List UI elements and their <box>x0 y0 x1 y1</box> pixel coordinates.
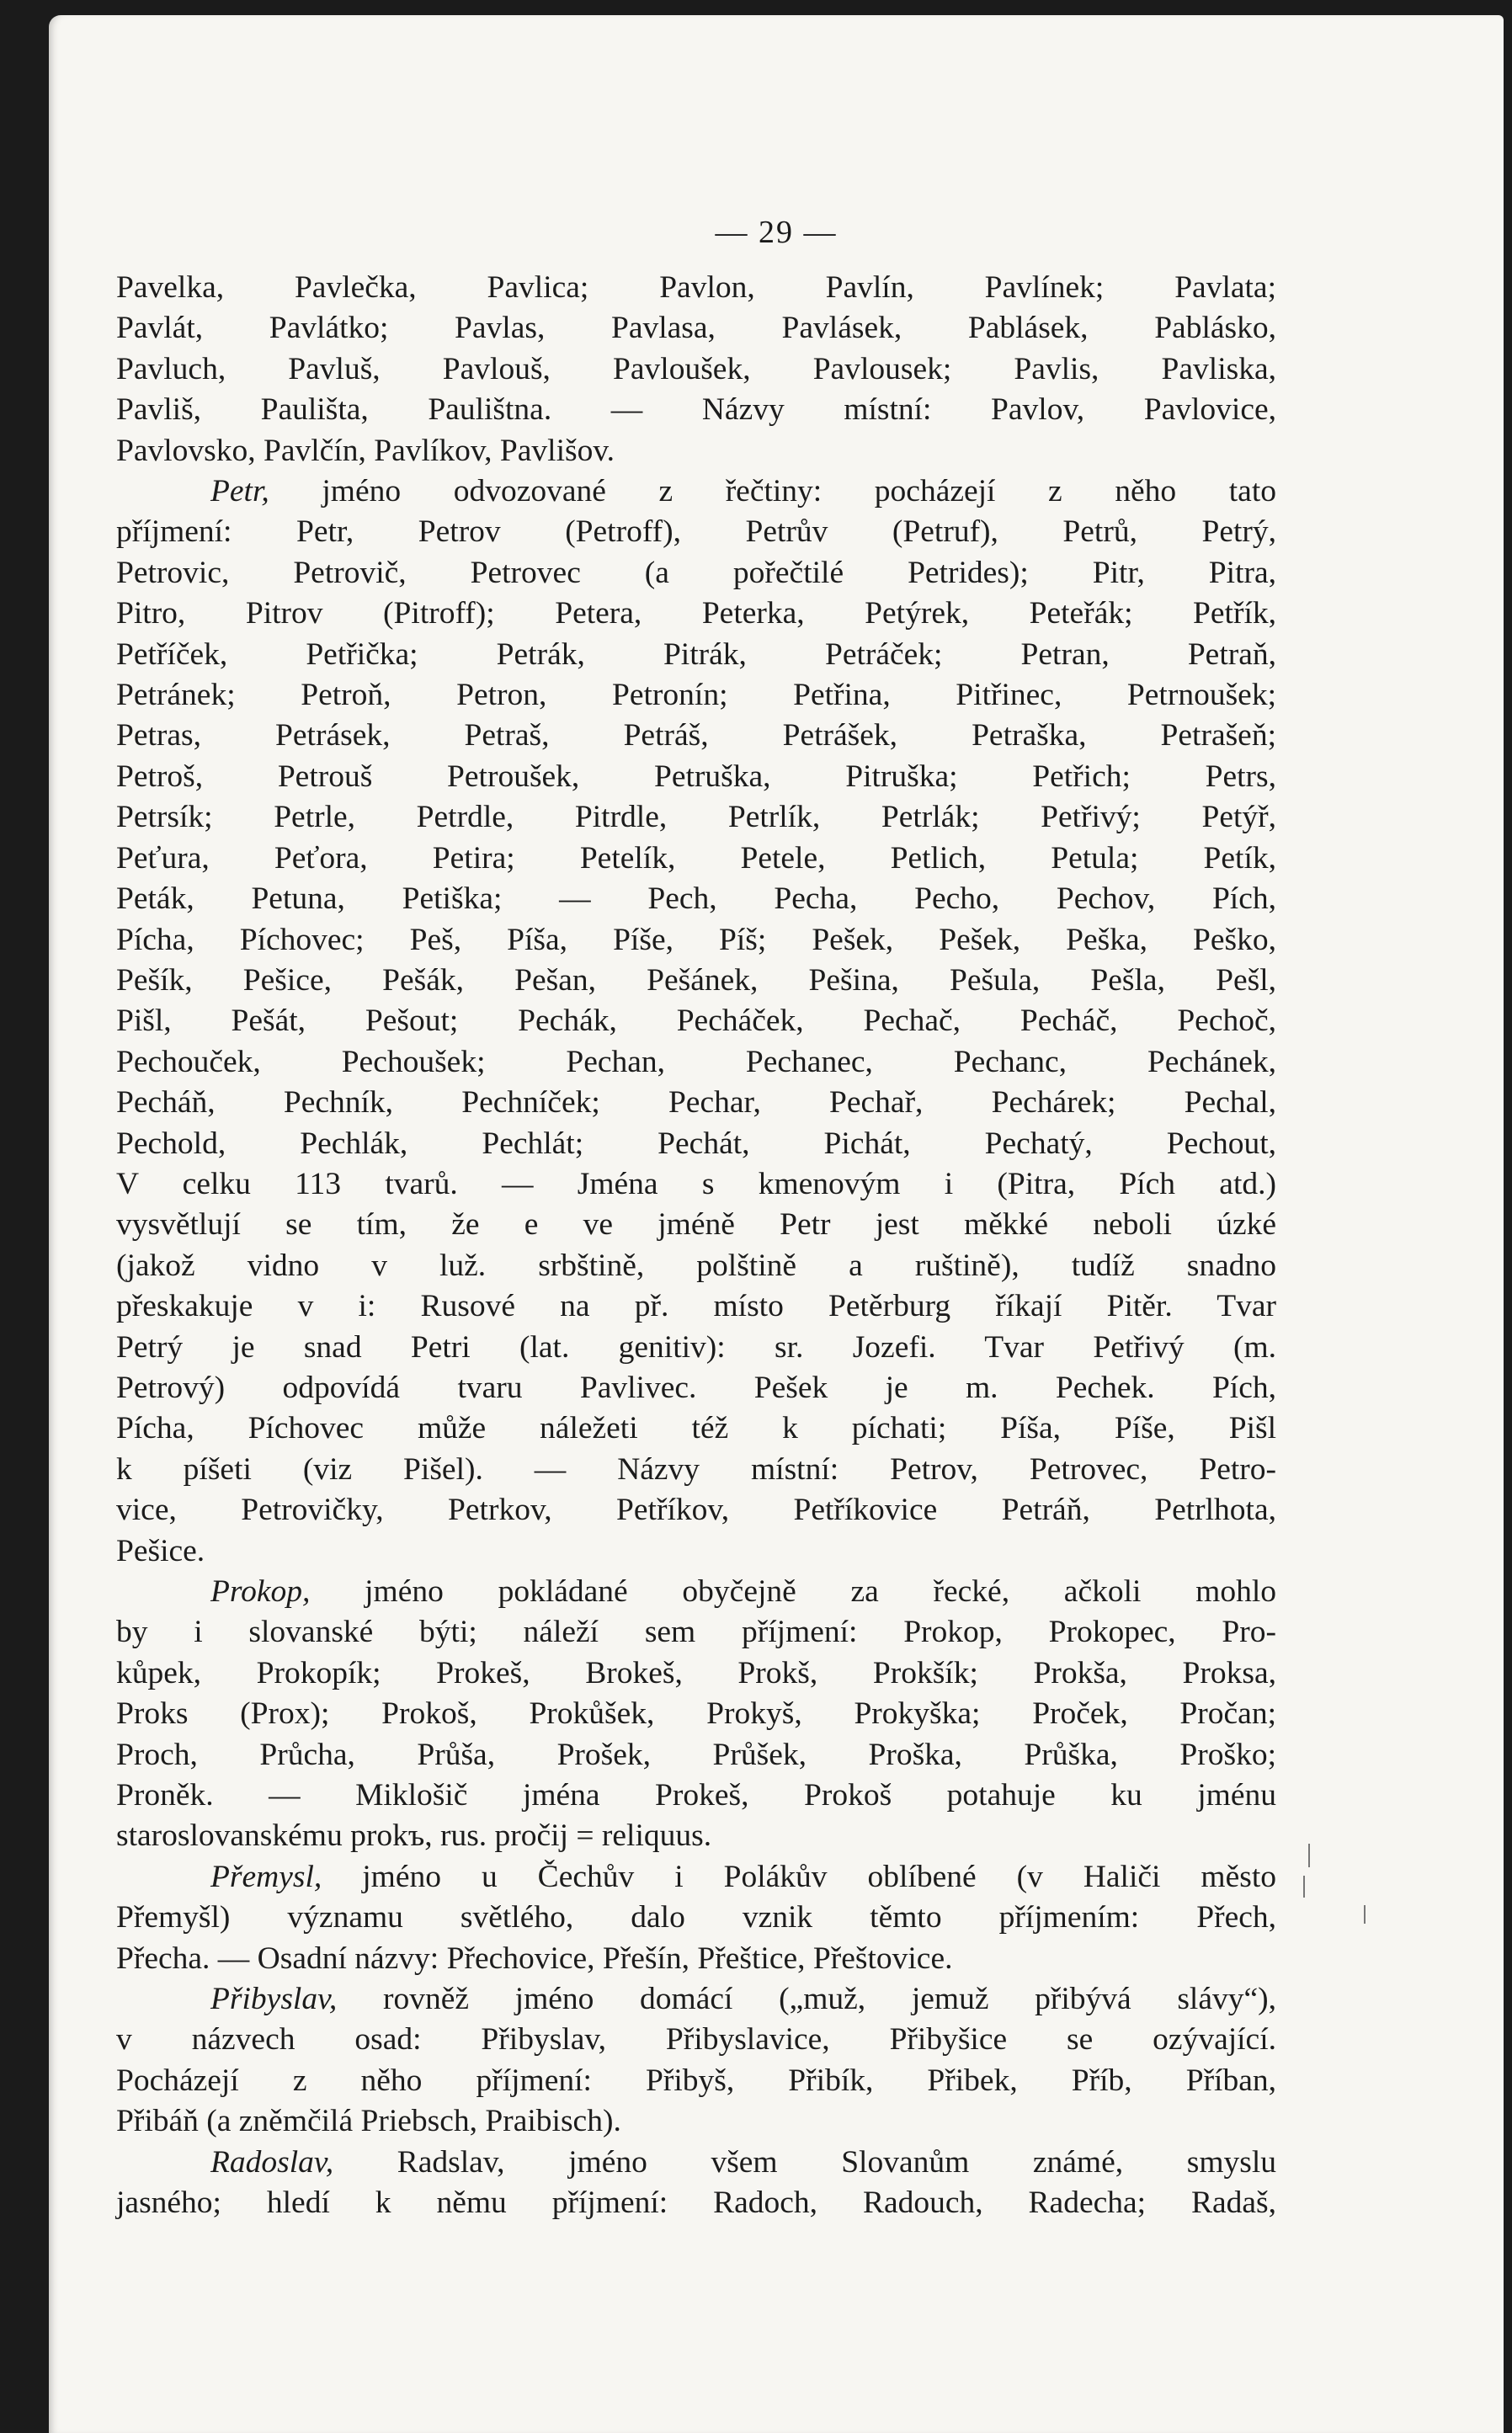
text-line <box>116 920 1276 961</box>
line-text: jméno pokládané obyčejně za řecké, ačkoli mohlo <box>310 1574 1276 1609</box>
line-text: Pišl, Pešát, Pešout; Pechák, Pecháček, Pechač, Pecháč, Pechoč, <box>116 1004 1276 1039</box>
line-text: Pavelka, Pavlečka, Pavlica; Pavlon, Pavlín, Pavlínek; Pavlata; <box>116 270 1276 305</box>
entry-headword: Prokop, <box>210 1574 311 1609</box>
text-line <box>116 797 1276 838</box>
line-text: Pecháň, Pechník, Pechníček; Pechar, Pechař, Pechárek; Pechal, <box>116 1085 1276 1121</box>
text-line <box>116 1857 1276 1898</box>
line-text: Pícha, Píchovec; Peš, Píša, Píše, Píš; Pešek, Pešek, Peška, Peško, <box>116 922 1276 957</box>
line-text: Petroš, Petrouš Petroušek, Petruška, Pitruška; Petřich; Petrs, <box>116 759 1276 794</box>
line-text: přeskakuje v i: Rusové na př. místo Petěrburg říkají Pitěr. Tvar <box>116 1289 1276 1324</box>
text-line <box>116 431 1276 471</box>
line-text: k píšeti (viz Pišel). — Názvy místní: Petrov, Petrovec, Petro- <box>116 1451 1276 1487</box>
text-line <box>116 471 1276 512</box>
text-line <box>116 1490 1276 1531</box>
text-line <box>116 268 1276 308</box>
line-text: Proněk. — Miklošič jména Prokeš, Prokoš potahuje ku jménu <box>116 1778 1276 1813</box>
line-text: (jakož vidno v luž. srbštině, polštině a ruštině), tudíž snadno <box>116 1248 1276 1283</box>
text-line <box>116 716 1276 756</box>
text-line <box>116 2183 1276 2223</box>
line-text: Petrý je snad Petri (lat. genitiv): sr. Jozefi. Tvar Petřivý (m. <box>116 1329 1276 1365</box>
line-text: Proks (Prox); Prokoš, Prokůšek, Prokyš, Prokyška; Proček, Pročan; <box>116 1696 1276 1732</box>
text-line <box>116 1898 1276 1938</box>
line-text: V celku 113 tvarů. — Jména s kmenovým i (Pitra, Pích atd.) <box>116 1166 1276 1201</box>
line-text: Pešík, Pešice, Pešák, Pešan, Pešánek, Pešina, Pešula, Pešla, Pešl, <box>116 962 1276 998</box>
line-text: Petrový) odpovídá tvaru Pavlivec. Pešek je m. Pechek. Pích, <box>116 1370 1276 1405</box>
line-text: Pavluch, Pavluš, Pavlouš, Pavloušek, Pavlousek; Pavlis, Pavliska, <box>116 351 1276 386</box>
line-text: Petrovic, Petrovič, Petrovec (a pořečtilé Petrides); Pitr, Pitra, <box>116 555 1276 590</box>
line-text: by i slovanské býti; náleží sem příjmení: Prokop, Prokopec, Pro- <box>116 1615 1276 1650</box>
text-line <box>116 553 1276 594</box>
text-line <box>116 1124 1276 1164</box>
text-line <box>116 635 1276 675</box>
line-text: staroslovanskému prokъ, rus. pročij = reliquus. <box>116 1818 712 1854</box>
entry-headword: Radoslav, <box>210 2144 334 2180</box>
text-line <box>116 308 1276 349</box>
entry-headword: Petr, <box>210 474 269 509</box>
text-line <box>116 961 1276 1001</box>
line-text: v názvech osad: Přibyslav, Přibyslavice, Přibyšice se ozývající. <box>116 2022 1276 2058</box>
text-line <box>116 1246 1276 1286</box>
text-line <box>116 1979 1276 2020</box>
text-line <box>116 1328 1276 1368</box>
text-line <box>116 1368 1276 1408</box>
text-line <box>116 1531 1276 1572</box>
text-line <box>116 1653 1276 1694</box>
line-text: Petříček, Petřička; Petrák, Pitrák, Petráček; Petran, Petraň, <box>116 636 1276 672</box>
text-line <box>116 839 1276 879</box>
text-line <box>116 594 1276 634</box>
paragraph <box>116 471 1276 1572</box>
margin-mark <box>1364 1905 1366 1924</box>
body-text <box>116 268 1276 2224</box>
line-text: jméno odvozované z řečtiny: pocházejí z něho tato <box>269 474 1276 509</box>
line-text: rovněž jméno domácí („muž, jemuž přibývá slávy“), <box>337 1982 1276 2017</box>
text-line <box>116 1450 1276 1490</box>
line-text: jasného; hledí k němu příjmení: Radoch, Radouch, Radecha; Radaš, <box>116 2185 1276 2221</box>
text-line <box>116 1694 1276 1734</box>
text-line <box>116 1939 1276 1979</box>
line-text: Petras, Petrásek, Petraš, Petráš, Petrášek, Petraška, Petrašeň; <box>116 718 1276 753</box>
line-text: vice, Petrovičky, Petrkov, Petříkov, Petříkovice Petráň, Petrlhota, <box>116 1493 1276 1528</box>
line-text: Petránek; Petroň, Petron, Petronín; Petřina, Pitřinec, Petrnoušek; <box>116 678 1276 713</box>
line-text: Pechouček, Pechoušek; Pechan, Pechanec, Pechanc, Pechánek, <box>116 1044 1276 1079</box>
line-text: Pitro, Pitrov (Pitroff); Petera, Peterka, Petýrek, Peteřák; Petřík, <box>116 596 1276 631</box>
line-text: Přibáň (a zněmčilá Priebsch, Praibisch). <box>116 2104 621 2139</box>
text-line <box>116 2020 1276 2060</box>
paragraph <box>116 268 1276 471</box>
entry-headword: Přemysl, <box>210 1859 322 1894</box>
text-line <box>116 349 1276 390</box>
text-line <box>116 1042 1276 1083</box>
paragraph <box>116 2143 1276 2224</box>
text-line <box>116 675 1276 716</box>
text-line <box>116 1083 1276 1123</box>
line-text: Peták, Petuna, Petiška; — Pech, Pecha, Pecho, Pechov, Pích, <box>116 881 1276 917</box>
paragraph <box>116 1979 1276 2143</box>
entry-headword: Přibyslav, <box>210 1982 338 2017</box>
book-page <box>49 15 1504 2433</box>
line-text: Pavlovsko, Pavlčín, Pavlíkov, Pavlišov. <box>116 433 615 468</box>
paragraph <box>116 1572 1276 1857</box>
text-line <box>116 1164 1276 1205</box>
text-line <box>116 1612 1276 1653</box>
line-text: Pešice. <box>116 1533 205 1568</box>
text-line <box>116 1408 1276 1449</box>
line-text: Pavlát, Pavlátko; Pavlas, Pavlasa, Pavlásek, Pablásek, Pablásko, <box>116 311 1276 346</box>
text-line <box>116 2143 1276 2183</box>
text-line <box>116 1816 1276 1856</box>
line-text: Přecha. — Osadní názvy: Přechovice, Přešín, Přeštice, Přeštovice. <box>116 1941 953 1976</box>
text-line <box>116 2061 1276 2101</box>
text-line <box>116 1205 1276 1245</box>
line-text: jméno u Čechův i Polákův oblíbené (v Haliči město <box>322 1859 1276 1894</box>
line-text: Pechold, Pechlák, Pechlát; Pechát, Pichát, Pechatý, Pechout, <box>116 1126 1276 1161</box>
line-text: příjmení: Petr, Petrov (Petroff), Petrův (Petruf), Petrů, Petrý, <box>116 514 1276 550</box>
line-text: Peťura, Peťora, Petira; Petelík, Petele, Petlich, Petula; Petík, <box>116 840 1276 876</box>
paragraph <box>116 1857 1276 1979</box>
text-line <box>116 512 1276 552</box>
text-line <box>116 1735 1276 1776</box>
line-text: Pocházejí z něho příjmení: Přibyš, Přibík, Přibek, Příb, Příban, <box>116 2063 1276 2098</box>
text-line <box>116 1776 1276 1816</box>
line-text: kůpek, Prokopík; Prokeš, Brokeš, Prokš, Prokšík; Prokša, Proksa, <box>116 1655 1276 1690</box>
text-line <box>116 879 1276 919</box>
text-line <box>116 1286 1276 1327</box>
text-line <box>116 757 1276 797</box>
margin-mark <box>1308 1844 1310 1867</box>
page-number: — 29 — <box>715 215 838 250</box>
line-text: Radslav, jméno všem Slovanům známé, smyslu <box>333 2144 1276 2180</box>
text-line <box>116 1001 1276 1041</box>
text-line <box>116 390 1276 430</box>
line-text: Petrsík; Petrle, Petrdle, Pitrdle, Petrlík, Petrlák; Petřivý; Petýř, <box>116 800 1276 835</box>
text-line <box>116 2101 1276 2142</box>
line-text: Proch, Průcha, Průša, Prošek, Průšek, Proška, Průška, Proško; <box>116 1737 1276 1772</box>
line-text: Přemyšl) významu světlého, dalo vznik těmto příjmením: Přech, <box>116 1900 1276 1935</box>
line-text: Pícha, Píchovec může náležeti též k píchati; Píša, Píše, Pišl <box>116 1411 1276 1446</box>
text-line <box>116 1572 1276 1612</box>
line-text: Pavliš, Paulišta, Paulištna. — Názvy místní: Pavlov, Pavlovice, <box>116 392 1276 428</box>
line-text: vysvětlují se tím, že e ve jméně Petr jest měkké neboli úzké <box>116 1207 1276 1243</box>
margin-mark <box>1303 1876 1305 1898</box>
